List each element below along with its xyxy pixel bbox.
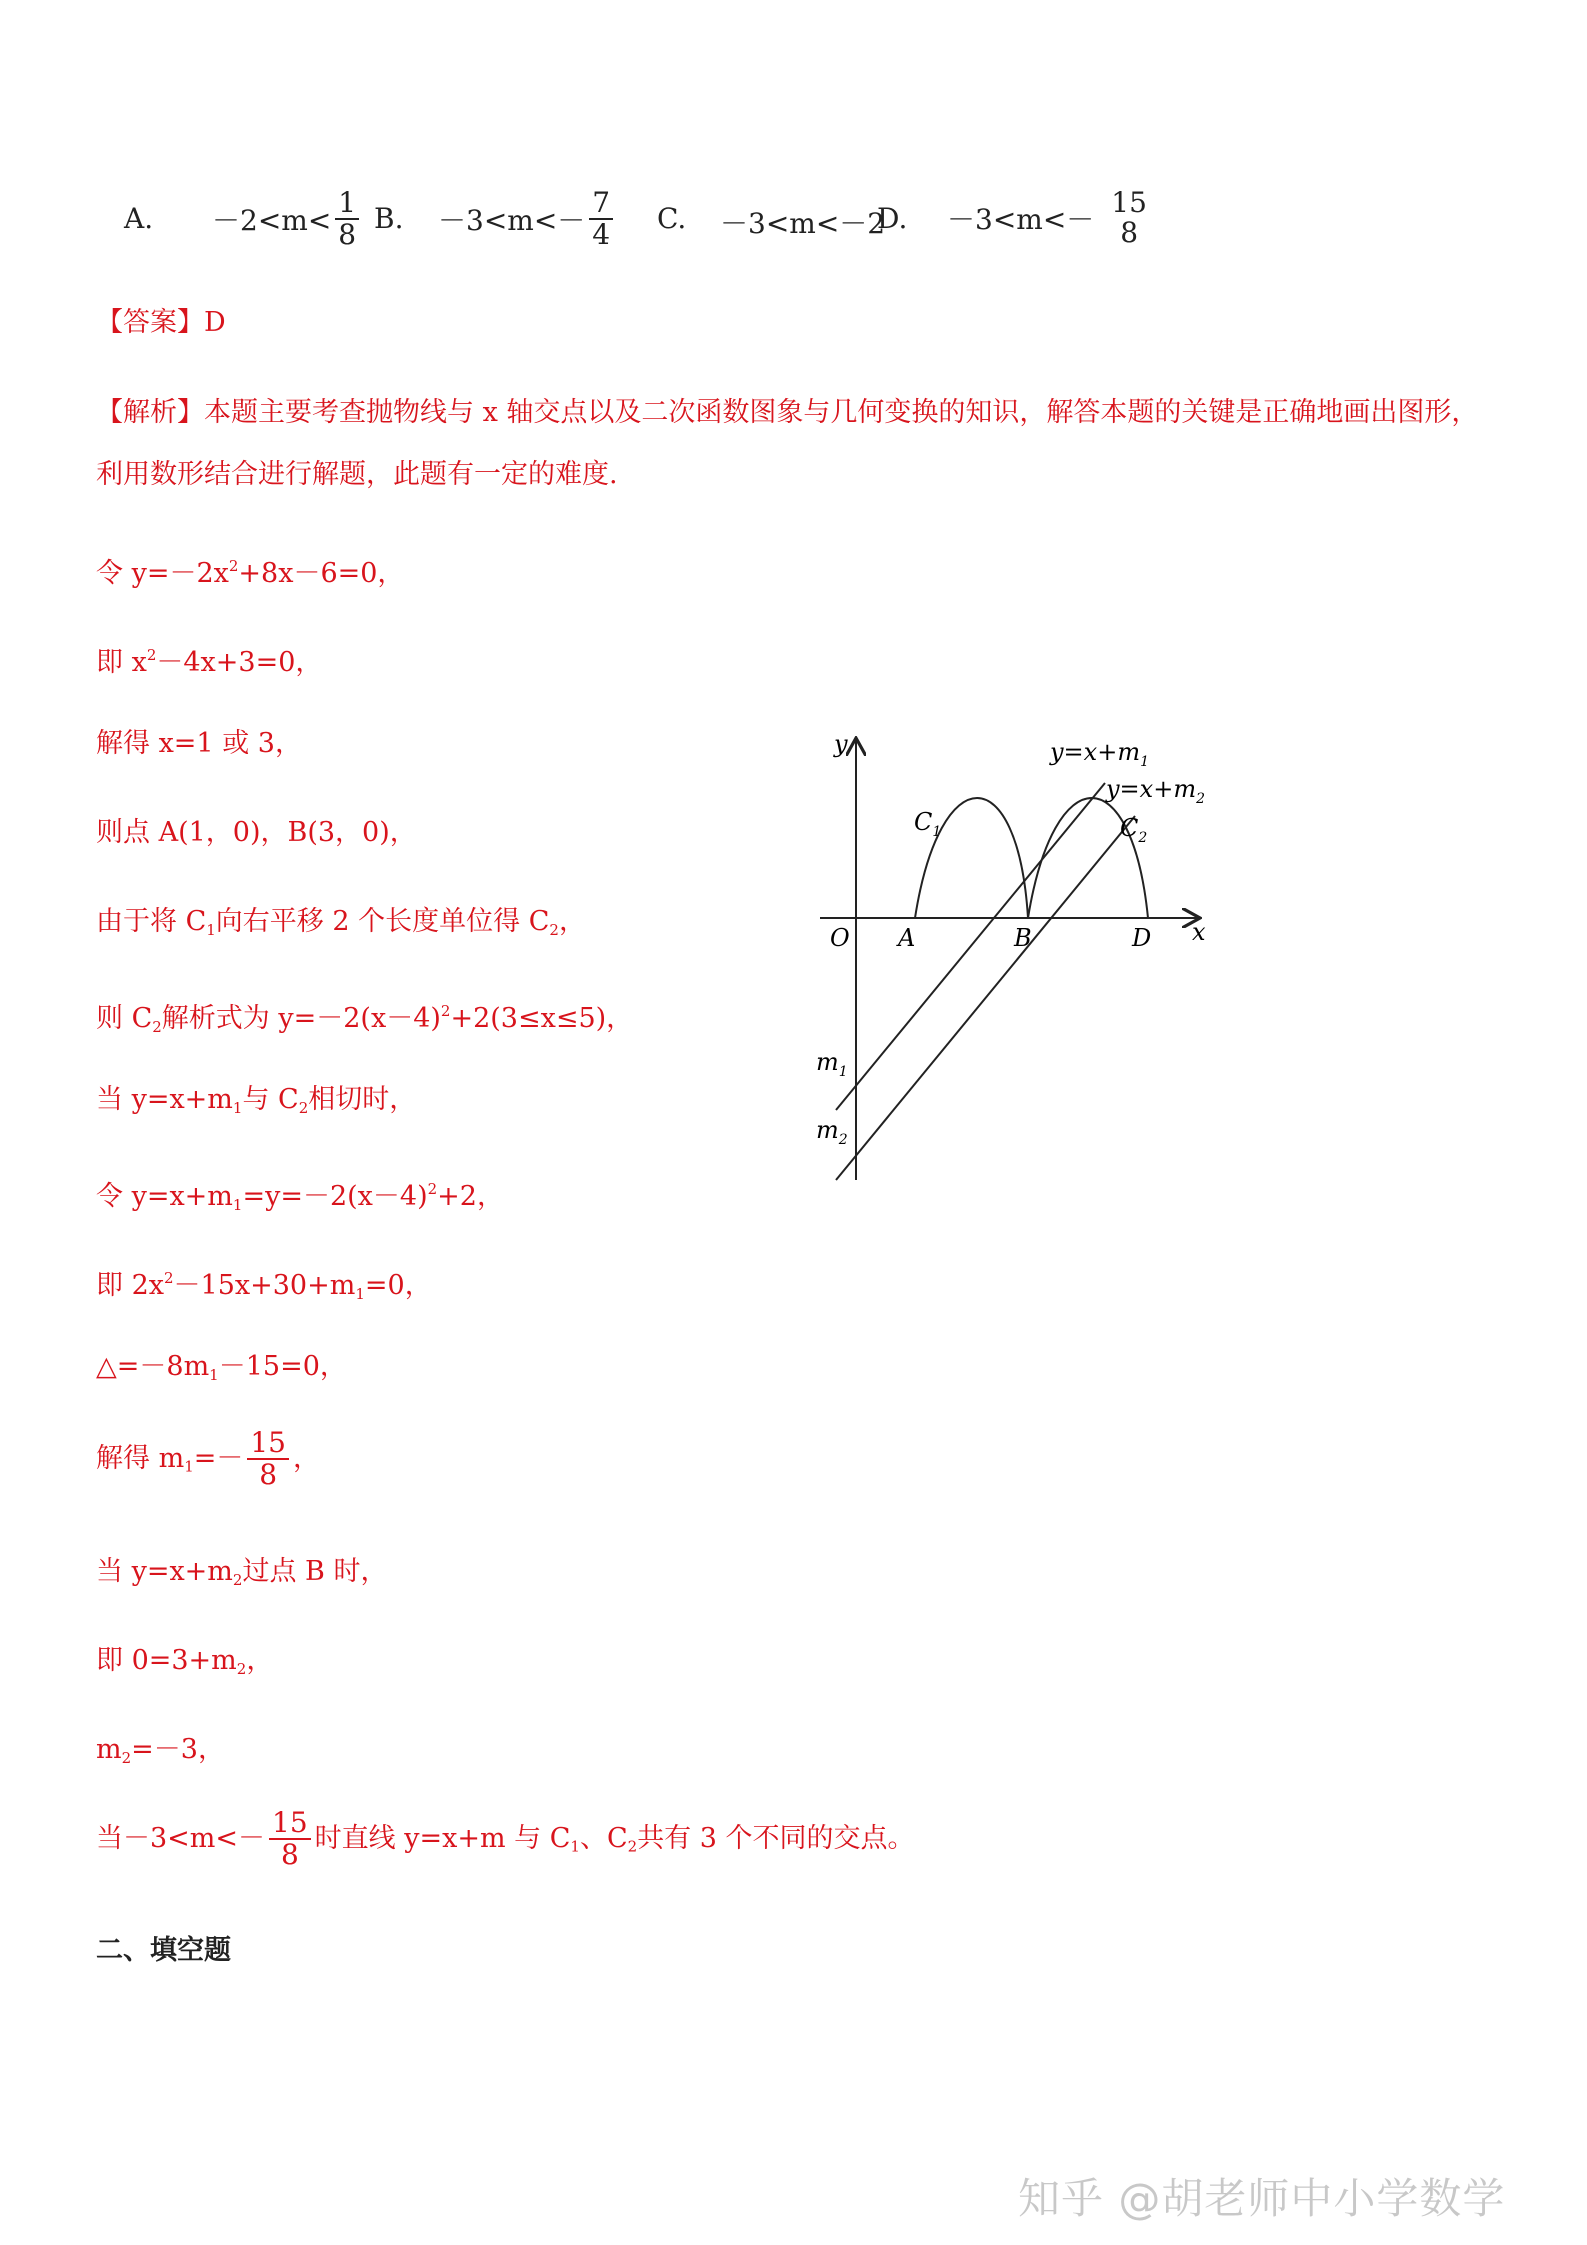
option-b — [374, 202, 403, 235]
fraction: $\frac{1}{8}$ — [335, 188, 359, 250]
point-b-label: B — [1014, 924, 1032, 952]
option-a — [124, 202, 153, 235]
option-d-label: D. — [877, 202, 908, 235]
point-d-label: D — [1132, 924, 1152, 952]
step-7: 当 $y=x+m_1$与 $C_2$相切时， — [96, 1084, 417, 1117]
step-5: 由于将 $C_1$向右平移 2 个长度单位得 $C_2$， — [96, 906, 586, 939]
curve-c1-label: $C_1$ — [914, 808, 942, 840]
step-13: 即 $0=3+m_2$， — [96, 1645, 274, 1678]
fraction: 15 8 — [1111, 186, 1147, 249]
step-14: $m_2=-3$， — [96, 1734, 225, 1767]
analysis-label: 【解析】 — [96, 397, 204, 428]
answer-line — [96, 306, 226, 340]
fraction: $\frac{7}{4}$ — [589, 188, 613, 250]
answer-label: 【答案】 — [96, 307, 204, 338]
x-axis-label: x — [1192, 918, 1206, 946]
option-b-expr: －3<m<－ $\frac{7}{4}$ — [438, 188, 617, 250]
curve-c2-label: $C_2$ — [1120, 814, 1148, 846]
step-10: $\triangle=-8m_1-15=0$， — [96, 1351, 347, 1384]
watermark: 知乎 @胡老师中小学数学 — [1018, 2174, 1506, 2223]
step-8: 令 $y=x+m_1=y=-2(x-4)^2+2$， — [96, 1180, 504, 1214]
line-m2-label: $y=x+m_2$ — [1106, 775, 1205, 807]
fraction: $\frac{15}{8}$ — [247, 1428, 289, 1490]
step-4: 则点 A(1，0)，B(3，0)， — [96, 817, 417, 848]
m2-intercept-label: $m_2$ — [816, 1116, 848, 1148]
step-12: 当 $y=x+m_2$过点 B 时， — [96, 1556, 388, 1589]
step-3: 解得 x=1 或 3， — [96, 728, 302, 759]
step-2: 即 $x^2-4x+3=0$， — [96, 646, 323, 678]
line-m1-label: $y=x+m_1$ — [1050, 738, 1149, 770]
step-11: 解得 $m_1=-$ $\frac{15}{8}$ ， — [96, 1426, 320, 1491]
option-a-label: A. — [124, 202, 154, 235]
line-m2 — [836, 816, 1135, 1180]
answer-value: D — [204, 307, 226, 338]
option-b-label: B. — [374, 202, 404, 235]
option-c-expr: －3<m<－2 — [720, 207, 886, 240]
option-c-label: C. — [657, 202, 687, 235]
parabola-figure — [780, 720, 1260, 1190]
option-d-expr: －3<m<－ 15 8 — [947, 188, 1154, 248]
step-15: 当－3<m<－ $\frac{15}{8}$ 时直线 y=x+m 与 $C_1$、$C_2$共有 3 个不同的交点。 — [96, 1806, 915, 1871]
step-6: 则 $C_2$解析式为 $y=-2(x-4)^2+2(3\le x\le 5)$， — [96, 1002, 634, 1036]
m1-intercept-label: $m_1$ — [816, 1048, 848, 1080]
fraction: $\frac{15}{8}$ — [269, 1808, 311, 1870]
y-axis-label: y — [834, 730, 848, 758]
step-1: 令 $y=-2x^2+8x-6=0$， — [96, 557, 405, 589]
analysis-line-1: 【解析】本题主要考查抛物线与 x 轴交点以及二次函数图象与几何变换的知识，解答本题的关键是正确地画出图形， — [96, 397, 1479, 428]
option-a-expr: －2<m< $\frac{1}{8}$ — [212, 188, 363, 250]
line-m1 — [836, 783, 1105, 1110]
section-heading: 二、填空题 — [96, 1935, 231, 1966]
origin-label: O — [830, 924, 850, 952]
option-c — [657, 202, 686, 235]
analysis-line-2: 利用数形结合进行解题，此题有一定的难度. — [96, 459, 618, 490]
point-a-label: A — [898, 924, 916, 952]
step-9: 即 $2x^2-15x+30+m_1=0$， — [96, 1269, 432, 1303]
option-d — [877, 202, 907, 235]
